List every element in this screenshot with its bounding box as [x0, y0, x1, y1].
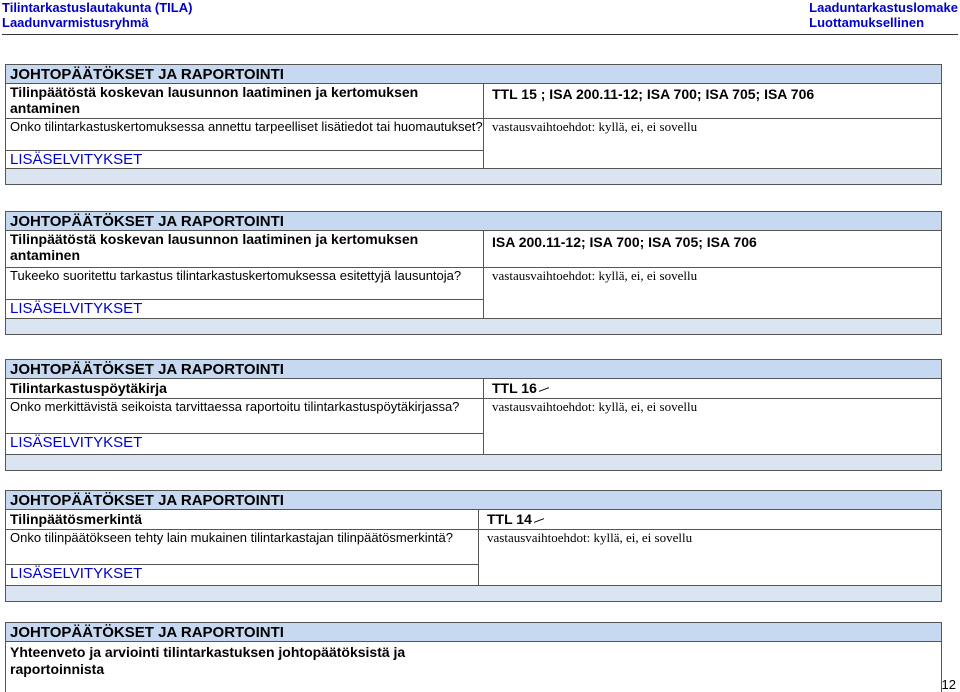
section-block-1	[5, 64, 942, 185]
org-name: Tilintarkastuslautakunta (TILA)	[2, 0, 193, 15]
section-right-cell	[484, 231, 941, 318]
section-question: Tukeeko suoritettu tarkastus tilintarkastuskertomuksessa esitettyjä lausuntoja?	[6, 267, 483, 299]
section-subject: Tilinpäätöstä koskevan lausunnon laatiminen ja kertomuksen antaminen	[10, 231, 419, 263]
answer-options: vastausvaihtoehdot: kyllä, ei, ei sovellu	[484, 118, 941, 169]
section-block-2	[5, 211, 942, 335]
section-left-cell	[6, 231, 484, 318]
section-footer-row	[6, 585, 941, 601]
reference-text: TTL 15 ; ISA 200.11-12; ISA 700; ISA 705; ISA 706	[492, 86, 815, 102]
section-left-cell	[6, 84, 484, 168]
section-left-cell	[6, 379, 484, 454]
section-reference	[484, 379, 941, 398]
section-title: JOHTOPÄÄTÖKSET JA RAPORTOINTI	[6, 212, 941, 231]
section-subject: Tilinpäätösmerkintä	[10, 511, 143, 527]
section-footer-row	[6, 454, 941, 470]
section-subject: Tilintarkastuspöytäkirja	[10, 380, 167, 396]
additional-info-label: LISÄSELVITYKSET	[6, 150, 483, 169]
section-title: JOHTOPÄÄTÖKSET JA RAPORTOINTI	[6, 360, 941, 379]
section-title: JOHTOPÄÄTÖKSET JA RAPORTOINTI	[6, 65, 941, 84]
section-block-3	[5, 359, 942, 471]
section-block-4	[5, 490, 942, 602]
section-title: JOHTOPÄÄTÖKSET JA RAPORTOINTI	[6, 623, 941, 642]
answer-options: vastausvaihtoehdot: kyllä, ei, ei sovellu	[484, 267, 941, 319]
section-reference	[484, 84, 941, 118]
header-rule	[2, 34, 958, 35]
confidentiality-label: Luottamuksellinen	[809, 15, 925, 30]
reference-text: TTL 16	[492, 380, 537, 396]
section-right-cell	[484, 84, 941, 168]
additional-info-label: LISÄSELVITYKSET	[6, 299, 483, 318]
reference-text: ISA 200.11-12; ISA 700; ISA 705; ISA 706	[492, 234, 757, 250]
additional-info-label: LISÄSELVITYKSET	[6, 433, 483, 452]
section-question: Onko tilinpäätökseen tehty lain mukainen tilintarkastajan tilinpäätösmerkintä?	[6, 529, 478, 564]
underscore-mark	[539, 387, 549, 392]
underscore-mark	[534, 518, 544, 523]
section-summary-cell	[6, 642, 941, 682]
section-right-cell	[484, 379, 941, 454]
form-name: Laaduntarkastuslomake	[809, 0, 958, 15]
section-question: Onko merkittävistä seikoista tarvittaessa raportoitu tilintarkastuspöytäkirjassa?	[6, 398, 483, 433]
section-left-cell	[6, 510, 479, 585]
section-block-5	[5, 622, 942, 692]
section-footer-row	[6, 168, 941, 184]
section-reference	[479, 510, 941, 529]
group-name: Laadunvarmistusryhmä	[2, 15, 149, 30]
page-number: 12	[941, 677, 956, 692]
answer-options: vastausvaihtoehdot: kyllä, ei, ei sovellu	[484, 398, 941, 455]
header-right	[809, 0, 958, 30]
header-left	[2, 0, 192, 30]
section-reference	[484, 231, 941, 267]
section-question: Onko tilintarkastuskertomuksessa annettu tarpeelliset lisätiedot tai huomautukset?	[6, 118, 483, 150]
answer-options: vastausvaihtoehdot: kyllä, ei, ei sovellu	[479, 529, 941, 586]
section-title: JOHTOPÄÄTÖKSET JA RAPORTOINTI	[6, 491, 941, 510]
section-subject: Tilinpäätöstä koskevan lausunnon laatiminen ja kertomuksen antaminen	[10, 84, 419, 116]
section-right-cell	[479, 510, 941, 585]
reference-text: TTL 14	[487, 511, 532, 527]
section-footer-row	[6, 318, 941, 334]
section-subject: Yhteenveto ja arviointi tilintarkastuksen johtopäätöksistä ja raportoinnista	[10, 644, 406, 677]
additional-info-label: LISÄSELVITYKSET	[6, 564, 478, 583]
